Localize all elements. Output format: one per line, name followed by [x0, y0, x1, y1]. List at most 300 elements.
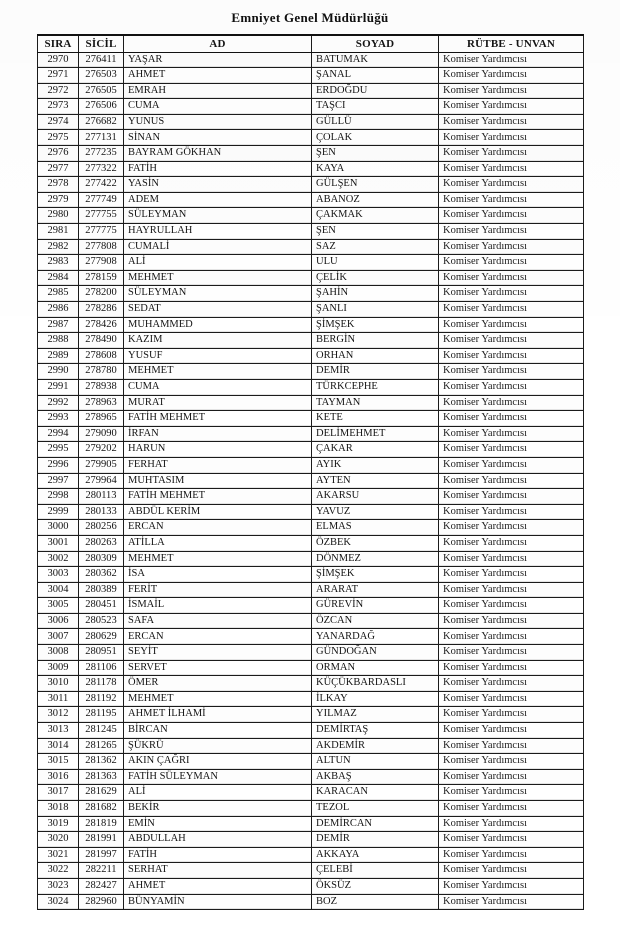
cell-soyad: ABANOZ	[312, 192, 439, 208]
cell-sira: 3011	[38, 691, 79, 707]
cell-sicil: 277322	[79, 161, 124, 177]
cell-sira: 2993	[38, 411, 79, 427]
cell-ad: SERVET	[124, 660, 312, 676]
cell-rutbe-unvan: Komiser Yardımcısı	[439, 255, 584, 271]
cell-soyad: BOZ	[312, 894, 439, 910]
cell-ad: SÜLEYMAN	[124, 286, 312, 302]
cell-sicil: 280133	[79, 504, 124, 520]
table-row	[38, 504, 584, 520]
cell-rutbe-unvan: Komiser Yardımcısı	[439, 801, 584, 817]
cell-sira: 2975	[38, 130, 79, 146]
cell-sicil: 277808	[79, 239, 124, 255]
cell-rutbe-unvan: Komiser Yardımcısı	[439, 379, 584, 395]
cell-soyad: KÜÇÜKBARDASLI	[312, 676, 439, 692]
table-row	[38, 364, 584, 380]
table-row	[38, 348, 584, 364]
cell-sira: 2984	[38, 270, 79, 286]
cell-sira: 3010	[38, 676, 79, 692]
cell-sira: 2990	[38, 364, 79, 380]
cell-soyad: GÜLŞEN	[312, 177, 439, 193]
cell-soyad: ÖZCAN	[312, 613, 439, 629]
table-row	[38, 177, 584, 193]
cell-soyad: ULU	[312, 255, 439, 271]
cell-ad: FATİH MEHMET	[124, 411, 312, 427]
cell-ad: AHMET	[124, 68, 312, 84]
table-row	[38, 551, 584, 567]
cell-rutbe-unvan: Komiser Yardımcısı	[439, 645, 584, 661]
cell-rutbe-unvan: Komiser Yardımcısı	[439, 68, 584, 84]
table-row	[38, 99, 584, 115]
table-row	[38, 442, 584, 458]
cell-soyad: ÖKSÜZ	[312, 878, 439, 894]
cell-rutbe-unvan: Komiser Yardımcısı	[439, 52, 584, 68]
cell-soyad: DEMİR	[312, 364, 439, 380]
cell-sicil: 277775	[79, 224, 124, 240]
cell-soyad: ŞANLI	[312, 302, 439, 318]
cell-rutbe-unvan: Komiser Yardımcısı	[439, 99, 584, 115]
cell-rutbe-unvan: Komiser Yardımcısı	[439, 613, 584, 629]
table-row	[38, 379, 584, 395]
cell-sira: 2998	[38, 489, 79, 505]
cell-sira: 2999	[38, 504, 79, 520]
cell-rutbe-unvan: Komiser Yardımcısı	[439, 270, 584, 286]
cell-soyad: ÖZBEK	[312, 535, 439, 551]
cell-soyad: DEMİR	[312, 832, 439, 848]
cell-ad: MUHAMMED	[124, 317, 312, 333]
cell-ad: EMİN	[124, 816, 312, 832]
cell-ad: SERHAT	[124, 863, 312, 879]
cell-rutbe-unvan: Komiser Yardımcısı	[439, 239, 584, 255]
cell-sicil: 277235	[79, 146, 124, 162]
table-row	[38, 738, 584, 754]
cell-ad: SAFA	[124, 613, 312, 629]
cell-sira: 2976	[38, 146, 79, 162]
cell-rutbe-unvan: Komiser Yardımcısı	[439, 411, 584, 427]
cell-soyad: AKARSU	[312, 489, 439, 505]
cell-rutbe-unvan: Komiser Yardımcısı	[439, 847, 584, 863]
cell-sira: 2973	[38, 99, 79, 115]
cell-soyad: DELİMEHMET	[312, 426, 439, 442]
cell-ad: İSMAİL	[124, 598, 312, 614]
cell-rutbe-unvan: Komiser Yardımcısı	[439, 707, 584, 723]
column-header-ad: AD	[124, 35, 312, 52]
cell-sicil: 282960	[79, 894, 124, 910]
cell-sira: 2987	[38, 317, 79, 333]
table-row	[38, 161, 584, 177]
cell-ad: ALİ	[124, 785, 312, 801]
cell-sira: 3002	[38, 551, 79, 567]
cell-soyad: ŞİMŞEK	[312, 317, 439, 333]
cell-sira: 3003	[38, 567, 79, 583]
cell-soyad: DEMİRTAŞ	[312, 723, 439, 739]
cell-soyad: ORMAN	[312, 660, 439, 676]
cell-soyad: AYTEN	[312, 473, 439, 489]
cell-sicil: 281106	[79, 660, 124, 676]
cell-sira: 2988	[38, 333, 79, 349]
table-row	[38, 52, 584, 68]
cell-sicil: 277749	[79, 192, 124, 208]
table-row	[38, 801, 584, 817]
cell-soyad: ÇELİK	[312, 270, 439, 286]
cell-sira: 2997	[38, 473, 79, 489]
cell-sira: 3000	[38, 520, 79, 536]
cell-rutbe-unvan: Komiser Yardımcısı	[439, 192, 584, 208]
cell-ad: ABDULLAH	[124, 832, 312, 848]
cell-sicil: 277422	[79, 177, 124, 193]
cell-sira: 3001	[38, 535, 79, 551]
table-row	[38, 520, 584, 536]
table-row	[38, 785, 584, 801]
cell-sicil: 278965	[79, 411, 124, 427]
cell-soyad: KAYA	[312, 161, 439, 177]
table-row	[38, 192, 584, 208]
cell-rutbe-unvan: Komiser Yardımcısı	[439, 364, 584, 380]
cell-sicil: 280629	[79, 629, 124, 645]
cell-ad: HARUN	[124, 442, 312, 458]
cell-sira: 2992	[38, 395, 79, 411]
cell-rutbe-unvan: Komiser Yardımcısı	[439, 785, 584, 801]
table-row	[38, 473, 584, 489]
cell-ad: CUMALİ	[124, 239, 312, 255]
cell-ad: MEHMET	[124, 551, 312, 567]
cell-sira: 2991	[38, 379, 79, 395]
cell-rutbe-unvan: Komiser Yardımcısı	[439, 660, 584, 676]
cell-soyad: ÇAKMAK	[312, 208, 439, 224]
cell-soyad: ERDOĞDU	[312, 83, 439, 99]
cell-rutbe-unvan: Komiser Yardımcısı	[439, 567, 584, 583]
cell-rutbe-unvan: Komiser Yardımcısı	[439, 395, 584, 411]
cell-soyad: YILMAZ	[312, 707, 439, 723]
cell-sira: 2996	[38, 457, 79, 473]
cell-sicil: 280113	[79, 489, 124, 505]
cell-sicil: 278938	[79, 379, 124, 395]
cell-rutbe-unvan: Komiser Yardımcısı	[439, 489, 584, 505]
cell-ad: SEDAT	[124, 302, 312, 318]
cell-rutbe-unvan: Komiser Yardımcısı	[439, 333, 584, 349]
cell-soyad: AKKAYA	[312, 847, 439, 863]
cell-soyad: ARARAT	[312, 582, 439, 598]
cell-rutbe-unvan: Komiser Yardımcısı	[439, 426, 584, 442]
cell-sicil: 281195	[79, 707, 124, 723]
cell-sicil: 277908	[79, 255, 124, 271]
cell-ad: HAYRULLAH	[124, 224, 312, 240]
cell-rutbe-unvan: Komiser Yardımcısı	[439, 83, 584, 99]
table-row	[38, 457, 584, 473]
table-row	[38, 691, 584, 707]
cell-sira: 3013	[38, 723, 79, 739]
cell-sira: 3014	[38, 738, 79, 754]
table-row	[38, 629, 584, 645]
cell-sira: 3004	[38, 582, 79, 598]
cell-soyad: ALTUN	[312, 754, 439, 770]
table-row	[38, 411, 584, 427]
table-row	[38, 146, 584, 162]
table-row	[38, 847, 584, 863]
cell-ad: ABDÜL KERİM	[124, 504, 312, 520]
table-row	[38, 613, 584, 629]
cell-sicil: 282427	[79, 878, 124, 894]
cell-sira: 2994	[38, 426, 79, 442]
cell-soyad: ÇOLAK	[312, 130, 439, 146]
cell-rutbe-unvan: Komiser Yardımcısı	[439, 520, 584, 536]
column-header-sira: SIRA	[38, 35, 79, 52]
cell-rutbe-unvan: Komiser Yardımcısı	[439, 816, 584, 832]
cell-soyad: KETE	[312, 411, 439, 427]
cell-rutbe-unvan: Komiser Yardımcısı	[439, 473, 584, 489]
cell-ad: ADEM	[124, 192, 312, 208]
table-row	[38, 832, 584, 848]
cell-ad: FATİH MEHMET	[124, 489, 312, 505]
cell-soyad: ELMAS	[312, 520, 439, 536]
cell-ad: SEYİT	[124, 645, 312, 661]
cell-sira: 3007	[38, 629, 79, 645]
cell-ad: YAŞAR	[124, 52, 312, 68]
cell-ad: FATİH	[124, 161, 312, 177]
cell-rutbe-unvan: Komiser Yardımcısı	[439, 894, 584, 910]
cell-soyad: AYIK	[312, 457, 439, 473]
cell-rutbe-unvan: Komiser Yardımcısı	[439, 629, 584, 645]
table-row	[38, 567, 584, 583]
cell-sicil: 281245	[79, 723, 124, 739]
cell-rutbe-unvan: Komiser Yardımcısı	[439, 582, 584, 598]
cell-rutbe-unvan: Komiser Yardımcısı	[439, 535, 584, 551]
table-row	[38, 317, 584, 333]
table-row	[38, 208, 584, 224]
table-row	[38, 582, 584, 598]
table-row	[38, 286, 584, 302]
cell-sicil: 281682	[79, 801, 124, 817]
cell-ad: BÜNYAMİN	[124, 894, 312, 910]
cell-ad: CUMA	[124, 379, 312, 395]
table-row	[38, 535, 584, 551]
cell-soyad: GÜREVİN	[312, 598, 439, 614]
cell-sira: 2983	[38, 255, 79, 271]
cell-sira: 3017	[38, 785, 79, 801]
cell-soyad: ŞEN	[312, 224, 439, 240]
table-body	[38, 52, 584, 910]
cell-rutbe-unvan: Komiser Yardımcısı	[439, 504, 584, 520]
cell-rutbe-unvan: Komiser Yardımcısı	[439, 286, 584, 302]
cell-rutbe-unvan: Komiser Yardımcısı	[439, 161, 584, 177]
cell-ad: MEHMET	[124, 270, 312, 286]
cell-sicil: 280389	[79, 582, 124, 598]
cell-rutbe-unvan: Komiser Yardımcısı	[439, 723, 584, 739]
cell-sicil: 280362	[79, 567, 124, 583]
cell-sicil: 277131	[79, 130, 124, 146]
cell-sira: 2972	[38, 83, 79, 99]
cell-ad: YUNUS	[124, 114, 312, 130]
cell-soyad: SAZ	[312, 239, 439, 255]
table-row	[38, 598, 584, 614]
cell-sicil: 277755	[79, 208, 124, 224]
cell-ad: EMRAH	[124, 83, 312, 99]
cell-rutbe-unvan: Komiser Yardımcısı	[439, 676, 584, 692]
table-row	[38, 255, 584, 271]
cell-ad: MUHTASIM	[124, 473, 312, 489]
cell-sicil: 278286	[79, 302, 124, 318]
cell-sira: 2977	[38, 161, 79, 177]
cell-sira: 3012	[38, 707, 79, 723]
cell-sicil: 281362	[79, 754, 124, 770]
cell-soyad: DÖNMEZ	[312, 551, 439, 567]
cell-soyad: KARACAN	[312, 785, 439, 801]
cell-ad: ALİ	[124, 255, 312, 271]
cell-ad: ATİLLA	[124, 535, 312, 551]
cell-sira: 3006	[38, 613, 79, 629]
table-row	[38, 769, 584, 785]
cell-sira: 2985	[38, 286, 79, 302]
cell-ad: ÖMER	[124, 676, 312, 692]
cell-sira: 3023	[38, 878, 79, 894]
cell-ad: ERCAN	[124, 629, 312, 645]
personnel-table	[37, 34, 584, 910]
cell-soyad: ŞANAL	[312, 68, 439, 84]
cell-rutbe-unvan: Komiser Yardımcısı	[439, 348, 584, 364]
table-row	[38, 333, 584, 349]
cell-sira: 2978	[38, 177, 79, 193]
cell-rutbe-unvan: Komiser Yardımcısı	[439, 598, 584, 614]
cell-sira: 3021	[38, 847, 79, 863]
cell-sicil: 280951	[79, 645, 124, 661]
cell-sicil: 276682	[79, 114, 124, 130]
cell-soyad: GÜNDOĞAN	[312, 645, 439, 661]
cell-soyad: AKBAŞ	[312, 769, 439, 785]
cell-sira: 3016	[38, 769, 79, 785]
cell-rutbe-unvan: Komiser Yardımcısı	[439, 146, 584, 162]
cell-ad: İRFAN	[124, 426, 312, 442]
cell-rutbe-unvan: Komiser Yardımcısı	[439, 457, 584, 473]
cell-soyad: İLKAY	[312, 691, 439, 707]
cell-rutbe-unvan: Komiser Yardımcısı	[439, 878, 584, 894]
cell-ad: MURAT	[124, 395, 312, 411]
cell-ad: BAYRAM GÖKHAN	[124, 146, 312, 162]
cell-rutbe-unvan: Komiser Yardımcısı	[439, 317, 584, 333]
cell-sicil: 280523	[79, 613, 124, 629]
table-row	[38, 894, 584, 910]
cell-sira: 3008	[38, 645, 79, 661]
cell-rutbe-unvan: Komiser Yardımcısı	[439, 177, 584, 193]
cell-rutbe-unvan: Komiser Yardımcısı	[439, 114, 584, 130]
cell-soyad: GÜLLÜ	[312, 114, 439, 130]
cell-soyad: ŞİMŞEK	[312, 567, 439, 583]
cell-sira: 2982	[38, 239, 79, 255]
table-row	[38, 302, 584, 318]
cell-sicil: 278780	[79, 364, 124, 380]
cell-ad: İSA	[124, 567, 312, 583]
cell-sicil: 280263	[79, 535, 124, 551]
cell-ad: FATİH	[124, 847, 312, 863]
cell-soyad: ŞAHİN	[312, 286, 439, 302]
table-row	[38, 660, 584, 676]
cell-soyad: ÇELEBİ	[312, 863, 439, 879]
cell-ad: YUSUF	[124, 348, 312, 364]
cell-sira: 2989	[38, 348, 79, 364]
cell-sira: 2970	[38, 52, 79, 68]
cell-ad: KAZIM	[124, 333, 312, 349]
cell-sicil: 280309	[79, 551, 124, 567]
cell-ad: CUMA	[124, 99, 312, 115]
table-row	[38, 270, 584, 286]
cell-soyad: DEMİRCAN	[312, 816, 439, 832]
cell-sira: 2979	[38, 192, 79, 208]
cell-rutbe-unvan: Komiser Yardımcısı	[439, 442, 584, 458]
column-header-sicil: SİCİL	[79, 35, 124, 52]
cell-soyad: BATUMAK	[312, 52, 439, 68]
cell-sicil: 281819	[79, 816, 124, 832]
cell-sira: 2980	[38, 208, 79, 224]
cell-sira: 2986	[38, 302, 79, 318]
cell-sira: 3022	[38, 863, 79, 879]
cell-sira: 3009	[38, 660, 79, 676]
cell-rutbe-unvan: Komiser Yardımcısı	[439, 769, 584, 785]
cell-sira: 2974	[38, 114, 79, 130]
cell-soyad: TEZOL	[312, 801, 439, 817]
cell-sicil: 278159	[79, 270, 124, 286]
column-header-soyad: SOYAD	[312, 35, 439, 52]
table-row	[38, 395, 584, 411]
cell-ad: SÜLEYMAN	[124, 208, 312, 224]
cell-soyad: BERGİN	[312, 333, 439, 349]
cell-sira: 3018	[38, 801, 79, 817]
cell-sira: 2981	[38, 224, 79, 240]
cell-ad: AHMET	[124, 878, 312, 894]
cell-rutbe-unvan: Komiser Yardımcısı	[439, 832, 584, 848]
cell-rutbe-unvan: Komiser Yardımcısı	[439, 691, 584, 707]
table-row	[38, 83, 584, 99]
cell-sicil: 281363	[79, 769, 124, 785]
table-row	[38, 130, 584, 146]
column-header-rutbe-unvan: RÜTBE - UNVAN	[439, 35, 584, 52]
cell-sicil: 281192	[79, 691, 124, 707]
cell-soyad: AKDEMİR	[312, 738, 439, 754]
cell-sicil: 280451	[79, 598, 124, 614]
cell-ad: YASİN	[124, 177, 312, 193]
cell-sicil: 281629	[79, 785, 124, 801]
cell-sicil: 278426	[79, 317, 124, 333]
table-row	[38, 723, 584, 739]
cell-sicil: 280256	[79, 520, 124, 536]
cell-rutbe-unvan: Komiser Yardımcısı	[439, 754, 584, 770]
table-row	[38, 878, 584, 894]
cell-ad: FERİT	[124, 582, 312, 598]
cell-sira: 3020	[38, 832, 79, 848]
cell-soyad: ÇAKAR	[312, 442, 439, 458]
table-row	[38, 114, 584, 130]
cell-sicil: 279202	[79, 442, 124, 458]
cell-ad: MEHMET	[124, 691, 312, 707]
cell-sicil: 278490	[79, 333, 124, 349]
table-row	[38, 676, 584, 692]
table-row	[38, 224, 584, 240]
cell-rutbe-unvan: Komiser Yardımcısı	[439, 224, 584, 240]
cell-sicil: 281178	[79, 676, 124, 692]
cell-sira: 3019	[38, 816, 79, 832]
cell-ad: AHMET İLHAMİ	[124, 707, 312, 723]
table-row	[38, 426, 584, 442]
cell-sicil: 281997	[79, 847, 124, 863]
table-row	[38, 645, 584, 661]
cell-soyad: TAYMAN	[312, 395, 439, 411]
table-row	[38, 489, 584, 505]
cell-ad: FERHAT	[124, 457, 312, 473]
cell-soyad: ŞEN	[312, 146, 439, 162]
cell-soyad: YANARDAĞ	[312, 629, 439, 645]
table-row	[38, 68, 584, 84]
cell-sicil: 282211	[79, 863, 124, 879]
table-row	[38, 239, 584, 255]
table-row	[38, 863, 584, 879]
document-title: Emniyet Genel Müdürlüğü	[231, 10, 389, 25]
